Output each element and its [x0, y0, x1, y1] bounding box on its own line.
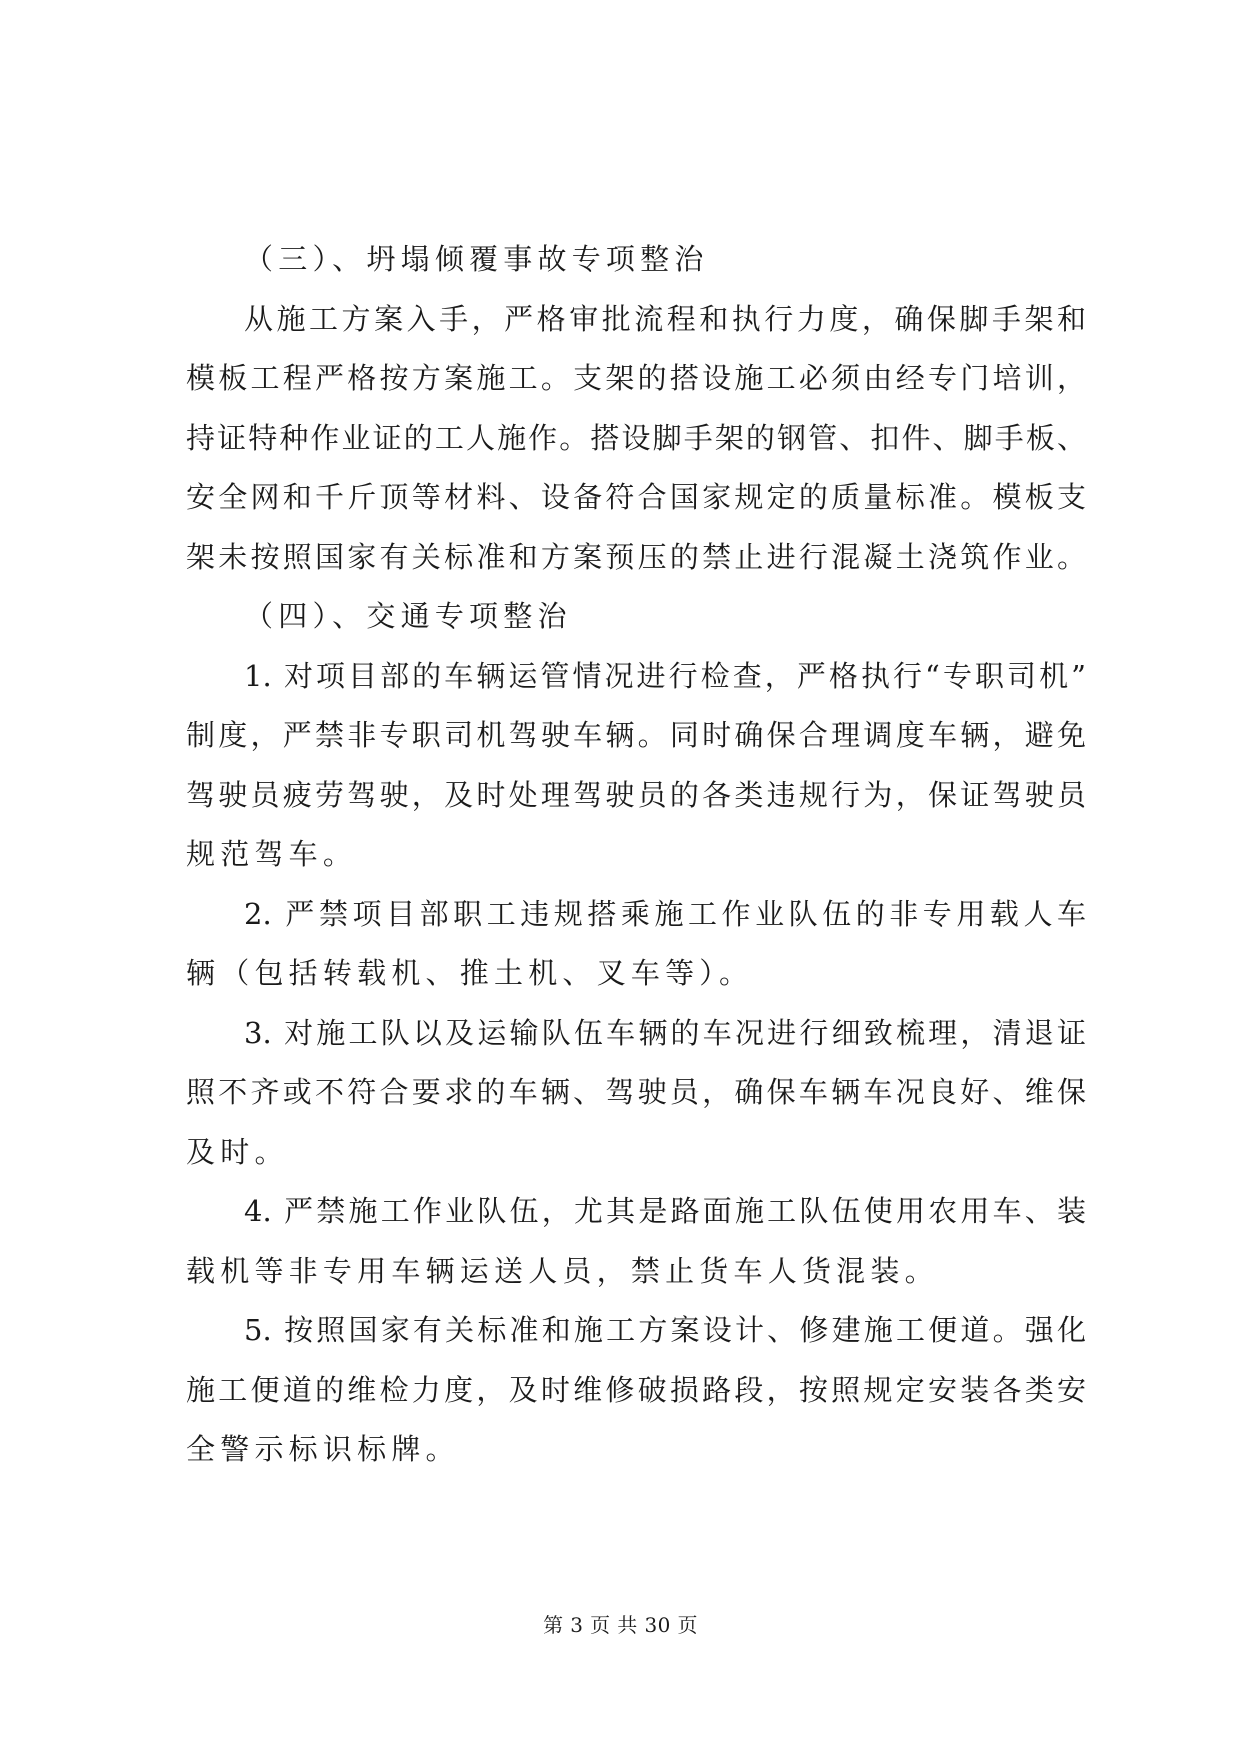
list-item-5-line: 5. 按照国家有关标准和施工方案设计、修建施工便道。强化	[244, 1313, 1086, 1347]
list-item-4-line: 4. 严禁施工作业队伍，尤其是路面施工队伍使用农用车、装	[244, 1194, 1086, 1228]
paragraph-line: 模板工程严格按方案施工。支架的搭设施工必须由经专门培训，	[186, 361, 1086, 395]
paragraph-line: 从施工方案入手，严格审批流程和执行力度，确保脚手架和	[244, 301, 1086, 336]
list-item-1-line: 规范驾车。	[186, 837, 358, 871]
paragraph-line: 架未按照国家有关标准和方案预压的禁止进行混凝土浇筑作业。	[186, 539, 1086, 574]
list-item-5-line: 施工便道的维检力度，及时维修破损路段，按照规定安装各类安	[186, 1372, 1086, 1407]
list-item-3-line: 及时。	[186, 1134, 289, 1169]
list-item-2-line: 辆（包括转载机、推土机、叉车等）。	[186, 956, 754, 990]
list-item-1-line: 制度，严禁非专职司机驾驶车辆。同时确保合理调度车辆，避免	[186, 718, 1086, 752]
list-item-1-line: 驾驶员疲劳驾驶，及时处理驾驶员的各类违规行为，保证驾驶员	[186, 777, 1086, 812]
document-body	[186, 230, 1086, 1480]
list-item-3-line: 3. 对施工队以及运输队伍车辆的车况进行细致梳理，清退证	[244, 1015, 1086, 1050]
list-item-3-line: 照不齐或不符合要求的车辆、驾驶员，确保车辆车况良好、维保	[186, 1075, 1086, 1109]
list-item-5-line: 全警示标识标牌。	[186, 1432, 460, 1466]
page-number-footer: 第 3 页 共 30 页	[543, 1613, 698, 1637]
section-heading-3: （三）、坍塌倾覆事故专项整治	[244, 242, 709, 276]
paragraph-line: 持证特种作业证的工人施作。搭设脚手架的钢管、扣件、脚手板、	[186, 420, 1086, 455]
list-item-2-line: 2. 严禁项目部职工违规搭乘施工作业队伍的非专用载人车	[244, 896, 1086, 931]
list-item-4-line: 载机等非专用车辆运送人员，禁止货车人货混装。	[186, 1253, 939, 1288]
section-heading-4: （四）、交通专项整治	[244, 599, 572, 633]
paragraph-line: 安全网和千斤顶等材料、设备符合国家规定的质量标准。模板支	[186, 480, 1086, 514]
list-item-1-line: 1. 对项目部的车辆运管情况进行检查，严格执行“专职司机”	[244, 658, 1086, 693]
